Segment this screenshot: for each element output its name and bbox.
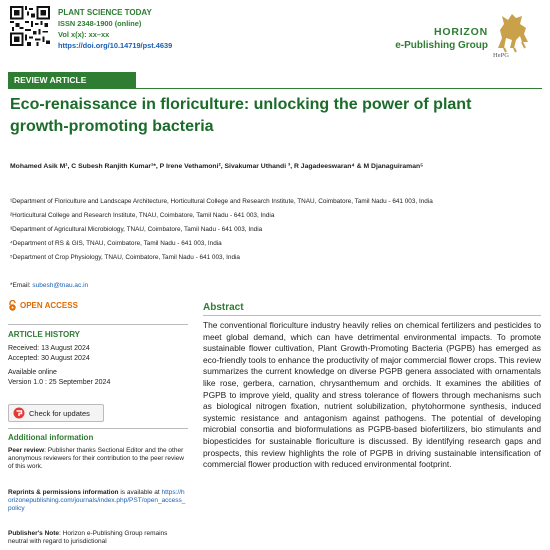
open-lock-icon bbox=[8, 300, 17, 311]
available-online-label: Available online bbox=[8, 369, 57, 376]
reprints-label: Reprints & permissions information bbox=[8, 489, 119, 496]
version-date: Version 1.0 : 25 September 2024 bbox=[8, 379, 111, 386]
affiliation-3: ³Department of Agricultural Microbiology, TNAU, Coimbatore, Tamil Nadu - 641 003, India bbox=[10, 226, 263, 233]
publisher-note bbox=[8, 530, 188, 546]
author-list: Mohamed Asik M¹, C Subesh Ranjith Kumar¹*, P Irene Vethamoni², Sivakumar Uthandi ³, R Jagadeeswaran⁴ & M Djanaguiraman⁵ bbox=[10, 163, 424, 170]
publisher-subtitle: e-Publishing Group bbox=[395, 40, 488, 51]
journal-doi-link[interactable]: https://doi.org/10.14719/pst.4639 bbox=[58, 41, 173, 50]
abstract-divider bbox=[203, 315, 541, 316]
email-link[interactable]: subesh@tnau.ac.in bbox=[32, 282, 89, 289]
reprints-link[interactable]: https://horizonepublishing.com/journals/index.php/PST/open_access_policy bbox=[8, 489, 186, 512]
publisher-note-text: : Horizon e-Publishing Group remains neutral with regard to jurisdictional bbox=[8, 530, 168, 545]
article-type-banner: REVIEW ARTICLE bbox=[8, 72, 136, 88]
article-history-heading: ARTICLE HISTORY bbox=[8, 330, 81, 339]
hepg-logo-icon bbox=[490, 8, 534, 54]
reprints-text: is available at bbox=[118, 489, 162, 496]
open-access-badge bbox=[8, 300, 78, 311]
check-for-updates-label: Check for updates bbox=[29, 408, 90, 418]
affiliation-1: ¹Department of Floriculture and Landscape Architecture, Horticultural College and Research Institute, TNAU, Coimbatore, Tamil Nadu - 641 003, India bbox=[10, 198, 433, 205]
peer-review-text: : Publisher thanks Sectional Editor and the other anonymous reviewers for their contribution to the peer review of this work. bbox=[8, 447, 184, 470]
article-title: Eco-renaissance in floriculture: unlocking the power of plant growth-promoting bacteria bbox=[10, 96, 472, 135]
affiliation-4: ⁴Department of RS & GIS, TNAU, Coimbatore, Tamil Nadu - 641 003, India bbox=[10, 240, 222, 247]
peer-review-note bbox=[8, 447, 188, 471]
hepg-logo-text: HePG bbox=[493, 52, 509, 59]
peer-review-label: Peer review bbox=[8, 447, 45, 454]
qr-code bbox=[10, 6, 50, 46]
abstract-body: The conventional floriculture industry heavily relies on chemical fertilizers and pesticides to meet global demand, which can have detrimental environmental impacts. To promote sustainable flower cultivation, Plant Growth-Promoting Bacteria (PGPB) has emerged as eco-friendly tools to enhance the productivity of major commercial flower crops. This review summarizes the current knowledge on diverse PGPB genera associated with ornamentals like rose, gerbera, carnation, chrysanthemum and orchids. It examines the abilities of PGPB to improve yield, quality and stress tolerance of flowers through mechanisms such as biological nitrogen fixation, nutrient solubilization, phytohormone synthesis, induced systemic resistance and antagonism against pathogens. The potential of developing microbial consortia and bioformulations as PGPB-based biofertilizers, bio stimulants and biopesticides for sustainable floriculture is discussed. By identifying research gaps and prospects, this review highlights the role of PGPB in driving sustainable intensification of commercial flower production with reduced environmental footprint. bbox=[203, 320, 541, 470]
abstract-heading: Abstract bbox=[203, 302, 244, 313]
email-label: *Email: bbox=[10, 282, 33, 289]
sidebar-divider bbox=[8, 428, 188, 429]
publisher-note-label: Publisher's Note bbox=[8, 530, 60, 537]
check-for-updates-button[interactable] bbox=[8, 404, 104, 422]
additional-info-heading: Additional information bbox=[8, 433, 94, 442]
corresponding-email bbox=[10, 282, 88, 289]
affiliation-5: ⁵Department of Crop Physiology, TNAU, Coimbatore, Tamil Nadu - 641 003, India bbox=[10, 254, 240, 261]
journal-volume: Vol x(x): xx–xx bbox=[58, 30, 110, 39]
accepted-date: Accepted: 30 August 2024 bbox=[8, 355, 90, 362]
journal-issn: ISSN 2348-1900 (online) bbox=[58, 19, 142, 28]
sidebar-divider bbox=[8, 324, 188, 325]
affiliation-2: ²Horticultural College and Research Institute, TNAU, Coimbatore, Tamil Nadu - 641 003, India bbox=[10, 212, 275, 219]
open-access-label: OPEN ACCESS bbox=[20, 301, 78, 310]
header-divider bbox=[8, 88, 542, 89]
journal-name: PLANT SCIENCE TODAY bbox=[58, 8, 152, 17]
publisher-name: HORIZON bbox=[433, 26, 488, 38]
reprints-note bbox=[8, 489, 188, 513]
received-date: Received: 13 August 2024 bbox=[8, 345, 90, 352]
crossmark-icon bbox=[13, 407, 25, 419]
